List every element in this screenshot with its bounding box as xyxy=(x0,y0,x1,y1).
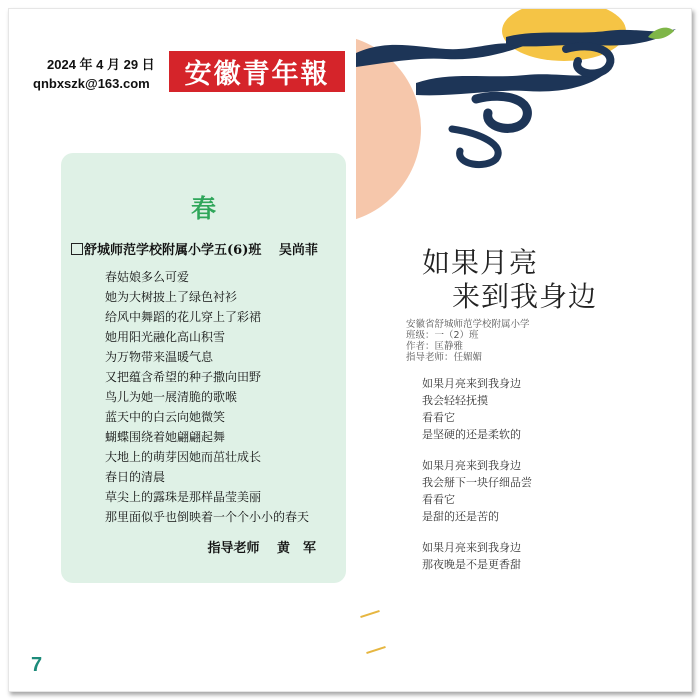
issue-date: 2024 年 4 月 29 日 xyxy=(47,57,155,72)
poem-card xyxy=(61,153,346,583)
byline-text: 舒城师范学校附属小学五(6)班 吴尚菲 xyxy=(84,243,318,258)
meta-school: 安徽省舒城师范学校附属小学 xyxy=(406,319,530,330)
cloud-swirl-shape xyxy=(452,129,498,165)
stanza-line: 如果月亮来到我身边 xyxy=(422,541,521,554)
stanza-line: 我会掰下一块仔细品尝 xyxy=(422,476,532,489)
stanza-line: 看看它 xyxy=(422,411,455,424)
moon-clouds-illustration xyxy=(356,9,691,249)
newspaper-masthead: 安徽青年報 xyxy=(169,51,345,92)
poem-line: 又把蕴含希望的种子撒向田野 xyxy=(105,370,262,384)
stanza-line: 那夜晚是不是更香甜 xyxy=(422,558,521,571)
poem-line: 她用阳光融化高山积雪 xyxy=(105,330,226,344)
decorative-stroke xyxy=(360,610,380,618)
meta-author: 作者：匡静雅 xyxy=(406,341,464,352)
poem2-stanza-1 xyxy=(422,375,521,443)
poem-line: 草尖上的露珠是那样晶莹美丽 xyxy=(105,490,262,504)
poem-line: 春姑娘多么可爱 xyxy=(105,270,190,284)
poem-line: 为万物带来温暖气息 xyxy=(105,350,214,364)
poem2-title-line1: 如果月亮 xyxy=(422,246,539,279)
cloud-band-shape xyxy=(416,73,606,95)
meta-class: 班级：一（2）班 xyxy=(406,330,479,341)
left-newspaper-page xyxy=(9,9,356,691)
poem2-title-line2: 来到我身边 xyxy=(452,280,598,313)
square-bullet-icon xyxy=(71,243,83,255)
poem-title: 春 xyxy=(190,194,216,223)
poem-line: 那里面似乎也倒映着一个个小小的春天 xyxy=(105,510,310,524)
right-poem-page xyxy=(356,9,691,691)
poem-teacher: 指导老师 黄 军 xyxy=(207,541,316,556)
poem-lines xyxy=(75,267,340,527)
poem-line: 春日的清晨 xyxy=(105,470,166,484)
poem-line: 她为大树披上了绿色衬衫 xyxy=(105,290,238,304)
stanza-line: 我会轻轻抚摸 xyxy=(422,394,488,407)
stanza-line: 是甜的还是苦的 xyxy=(422,510,499,523)
poem-byline xyxy=(71,239,318,258)
contact-email: qnbxszk@163.com xyxy=(33,76,150,91)
poem-line: 大地上的萌芽因她而茁壮成长 xyxy=(105,450,262,464)
leaf-shape xyxy=(648,28,674,39)
stanza-line: 是坚硬的还是柔软的 xyxy=(422,428,521,441)
stanza-line: 如果月亮来到我身边 xyxy=(422,459,521,472)
poem2-meta xyxy=(406,319,530,363)
poem-line: 蝴蝶围绕着她翩翩起舞 xyxy=(105,430,226,444)
stanza-line: 看看它 xyxy=(422,493,455,506)
page-number: 7 xyxy=(31,654,43,676)
poem-line: 给风中舞蹈的花儿穿上了彩裙 xyxy=(105,310,262,324)
meta-teacher: 指导老师：任媚媚 xyxy=(406,352,483,363)
cloud-swirl-shape xyxy=(476,96,527,128)
decorative-stroke xyxy=(366,646,386,654)
poem2-stanza-2 xyxy=(422,457,532,525)
page-frame xyxy=(8,8,692,692)
poem-line: 鸟儿为她一展清脆的歌喉 xyxy=(105,390,238,404)
stanza-line: 如果月亮来到我身边 xyxy=(422,377,521,390)
poem2-stanza-3 xyxy=(422,539,521,573)
poem-line: 蓝天中的白云向她微笑 xyxy=(105,410,226,424)
